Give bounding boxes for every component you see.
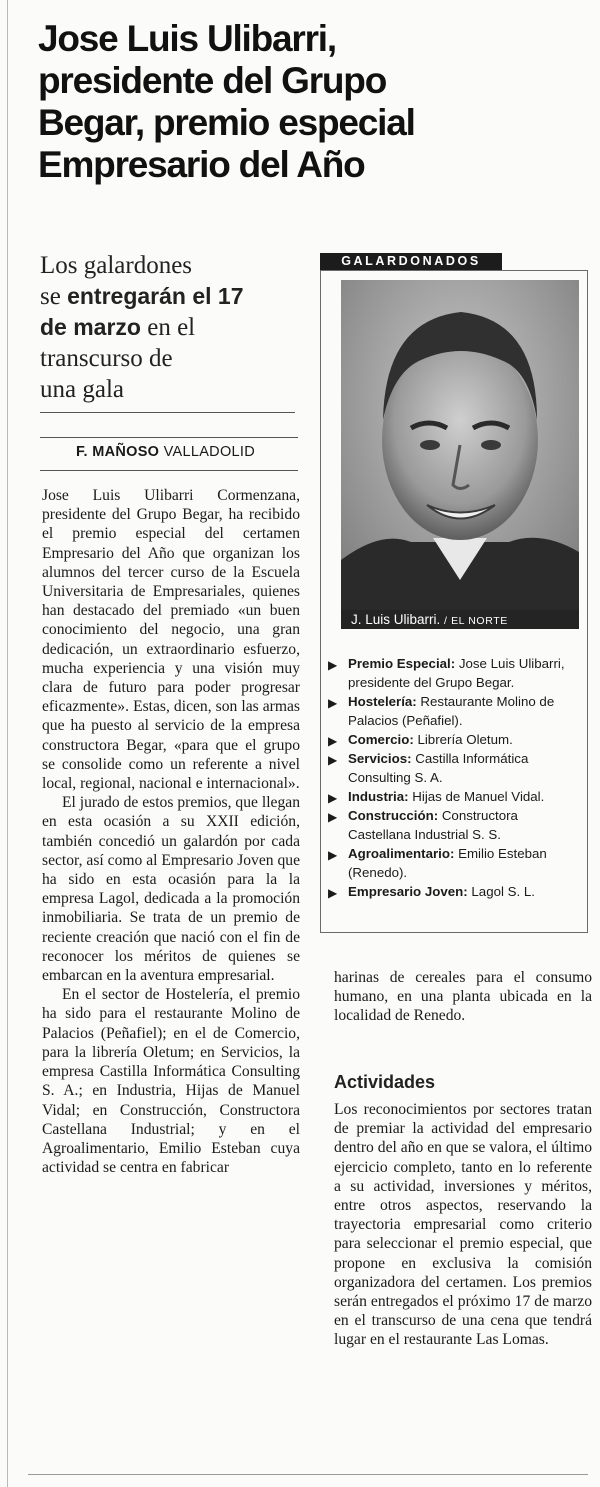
headline [38,18,578,186]
award-winner: Emilio Esteban (Renedo). [348,846,547,880]
award-winner: Constructora Castellana Industrial S. S. [348,808,518,842]
byline-place: VALLADOLID [163,444,255,460]
photo-caption [341,610,579,629]
award-category: Hostelería: [348,694,417,709]
headline-line: Begar, premio especial [38,102,415,143]
article-column-right-lower [334,1100,592,1350]
award-category: Industria: [348,789,409,804]
subhead-text: se [40,283,68,310]
subhead-text: en el [140,314,196,341]
award-winner: Castilla Informática Consulting S. A. [348,751,529,785]
triangle-arrow-icon: ▶ [328,848,338,862]
triangle-arrow-icon: ▶ [328,886,338,900]
headline-line: presidente del Grupo [38,60,387,101]
award-item [328,654,580,692]
body-paragraph: harinas de cereales para el consumo humano, en una planta ubicada en la localidad de Renedo. [334,969,592,1025]
subhead-bold: entregarán el 17 [67,283,244,309]
headline-line: Jose Luis Ulibarri, [38,18,336,59]
portrait-photo [341,280,579,628]
award-winner: Restaurante Molino de Palacios (Peñafiel). [348,694,555,728]
byline-rule-bottom [40,470,298,471]
award-item [328,806,580,844]
byline-rule-top [40,437,298,438]
awards-list [328,654,580,901]
page-bottom-rule [28,1474,588,1475]
subhead-text: una gala [40,376,124,403]
photo-caption-name: J. Luis Ulibarri. [351,612,441,627]
subhead-bold: de marzo [40,314,141,340]
byline-author: F. MAÑOSO [76,444,160,460]
headline-line: Empresario del Año [38,144,365,185]
triangle-arrow-icon: ▶ [328,734,338,748]
portrait-image [341,280,579,628]
body-paragraph: Jose Luis Ulibarri Cormenzana, presidente del Grupo Begar, ha recibido el premio especial del certamen Empresario del Año que organizan los alumnos del tercer curso de la Escuela Universitaria de Empresariales, quienes han destacado del premiado «un buen conocimiento del negocio, una gran dedicación, un extraordinario esfuerzo, mucha experiencia y una visión muy clara de futuro para poder progresar eficazmente». Estas, dicen, son las armas que ha puesto al servicio de la empresa constructora Begar, «para que el grupo se consolide como un referente a nivel local, regional, nacional e internacional». [42,487,300,793]
subhead-text: transcurso de [40,345,173,372]
award-winner: Librería Oletum. [413,732,513,747]
body-paragraph: El jurado de estos premios, que llegan en esta ocasión a su XXII edición, también concedió un galardón por cada sector, así como al Empresario Joven que ha sido en esta ocasión para la la empresa Lagol, dedicada a la promoción inmobiliaria. Se trata de un premio de reciente creación que nació con el fin de reconocer los méritos de quienes se embarcan en la aventura empresarial. [42,794,300,985]
award-item [328,787,580,806]
subhead-rule [40,412,295,413]
page-margin-line [7,0,8,1487]
award-category: Construcción: [348,808,439,823]
award-item [328,692,580,730]
award-category: Agroalimentario: [348,846,455,861]
award-item [328,749,580,787]
subhead-text: Los galardones [40,252,193,279]
award-winner: Jose Luis Ulibarri, presidente del Grupo Begar. [348,656,565,690]
triangle-arrow-icon: ▶ [328,696,338,710]
triangle-arrow-icon: ▶ [328,810,338,824]
award-category: Comercio: [348,732,414,747]
award-category: Servicios: [348,751,412,766]
byline [76,444,255,460]
photo-credit: / EL NORTE [444,615,508,627]
triangle-arrow-icon: ▶ [328,753,338,767]
award-item [328,844,580,882]
award-category: Premio Especial: [348,656,456,671]
body-paragraph: En el sector de Hostelería, el premio ha sido para el restaurante Molino de Palacios (Peñafiel); en el de Comercio, para la librería Oletum; en Servicios, la empresa Castilla Informática Consulting S. A.; en Industria, Hijas de Manuel Vidal; en Construcción, Constructora Castellana Industrial; y en el Agroalimentario, Emilio Esteban cuya actividad se centra en fabricar [42,986,300,1177]
article-column-right [334,968,592,1026]
award-winner: Hijas de Manuel Vidal. [408,789,545,804]
triangle-arrow-icon: ▶ [328,658,338,672]
award-category: Empresario Joven: [348,884,468,899]
triangle-arrow-icon: ▶ [328,791,338,805]
award-item [328,882,580,901]
subheadline [40,250,300,405]
section-title: Actividades [334,1072,436,1092]
body-paragraph: Los reconocimientos por sectores tratan de premiar la actividad del empresario dentro del año en que se valora, el último ejercicio completo, tanto en lo referente a su actividad, inversiones y méritos, entre otros aspectos, reservando la trayectoria empresarial como criterio para seleccionar el premio especial, que propone en exclusiva la comisión organizadora del certamen. Los premios serán entregados el próximo 17 de marzo en el transcurso de una cena que tendrá lugar en el restaurante Las Lomas. [334,1101,592,1349]
award-winner: Lagol S. L. [467,884,535,899]
article-column-left [42,486,300,1177]
award-item [328,730,580,749]
sidebar-tab-label: GALARDONADOS [320,253,502,270]
